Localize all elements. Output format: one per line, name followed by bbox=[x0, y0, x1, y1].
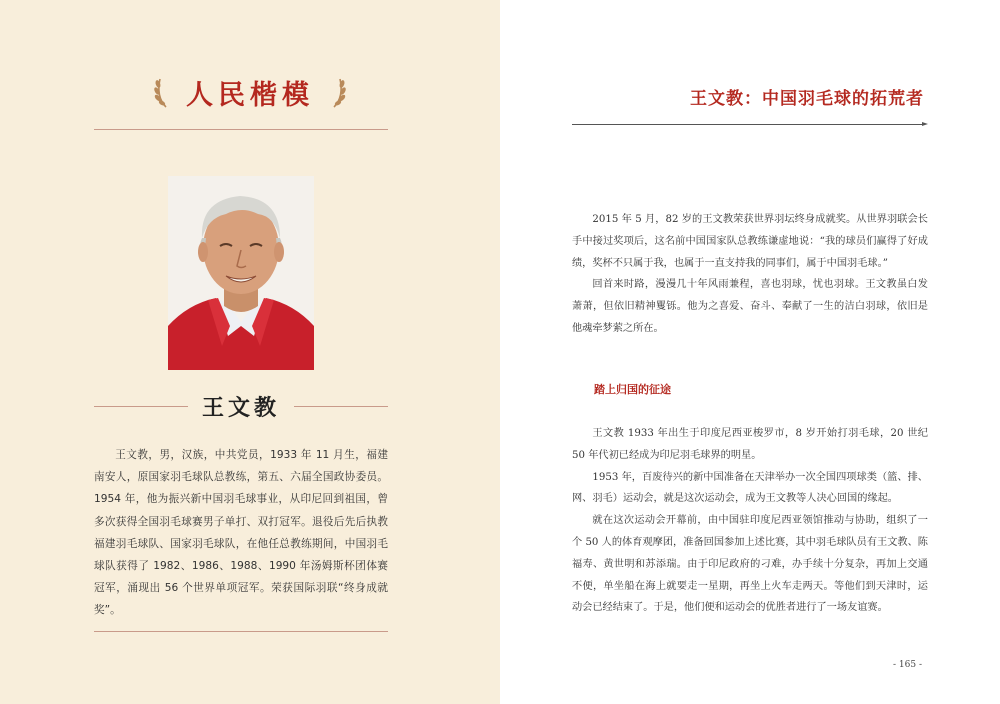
name-divider-right bbox=[294, 406, 388, 407]
article-title: 王文教：中国羽毛球的拓荒者 bbox=[690, 89, 924, 109]
section-header bbox=[0, 70, 500, 114]
divider-bottom bbox=[94, 631, 388, 632]
laurel-right-icon bbox=[328, 75, 348, 109]
laurel-left-icon bbox=[152, 75, 172, 109]
article-body bbox=[572, 423, 928, 619]
paragraph: 王文教 1933 年出生于印度尼西亚梭罗市，8 岁开始打羽毛球，20 世纪 50 年代初已经成为印尼羽毛球界的明星。 bbox=[572, 428, 928, 461]
portrait-photo bbox=[168, 176, 314, 370]
divider-top bbox=[94, 129, 388, 130]
article-intro bbox=[572, 209, 928, 340]
title-rule bbox=[572, 124, 922, 125]
section-title: 人民楷模 bbox=[186, 79, 314, 111]
person-name: 王文教 bbox=[202, 395, 281, 421]
paragraph: 回首来时路，漫漫几十年风雨兼程，喜也羽球，忧也羽球。王文教虽白发萧萧，但依旧精神矍铄。他为之喜爱、奋斗、奉献了一生的洁白羽球，依旧是他魂牵梦萦之所在。 bbox=[572, 279, 928, 334]
name-divider-left bbox=[94, 406, 188, 407]
name-row bbox=[94, 388, 388, 424]
page-number: - 165 - bbox=[893, 660, 922, 670]
biography-text: 王文教，男，汉族，中共党员，1933 年 11 月生，福建南安人，原国家羽毛球队总教练，第五、六届全国政协委员。1954 年，他为振兴新中国羽毛球事业，从印尼回到祖国，曾多次获得全国羽毛球赛男子单打、双打冠军。退役后先后执教福建羽毛球队、国家羽毛球队，在他任总教练期间，中国羽毛球队获得了 1982、1986、1988、1990 年汤姆斯杯团体赛冠军，涌现出 56 个世界单项冠军。荣获国际羽联“终身成就奖”。 bbox=[94, 449, 388, 617]
paragraph: 2015 年 5 月，82 岁的王文教荣获世界羽坛终身成就奖。从世界羽联会长手中接过奖项后，这名前中国国家队总教练谦虚地说：“我的球员们赢得了好成绩，奖杯不只属于我，也属于一直支持我的同事们，属于中国羽毛球。” bbox=[572, 214, 928, 269]
right-page bbox=[500, 0, 1000, 704]
paragraph: 1953 年，百废待兴的新中国准备在天津举办一次全国四项球类（篮、排、网、羽毛）运动会，就是这次运动会，成为王文教等人决心回国的缘起。 bbox=[572, 471, 928, 505]
paragraph: 就在这次运动会开幕前，由中国驻印度尼西亚领馆推动与协助，组织了一个 50 人的体育观摩团，准备回国参加上述比赛，其中羽毛球队员有王文教、陈福寿、黄世明和苏添瑞。由于印尼政府的刁难，办手续十分复杂，再加上交通不便，单坐船在海上就要走一星期，再坐上火车走两天。等他们到天津时，运动会已经结束了。于是，他们便和运动会的优胜者进行了一场友谊赛。 bbox=[572, 515, 928, 614]
section-subheading: 踏上归国的征途 bbox=[594, 383, 671, 396]
